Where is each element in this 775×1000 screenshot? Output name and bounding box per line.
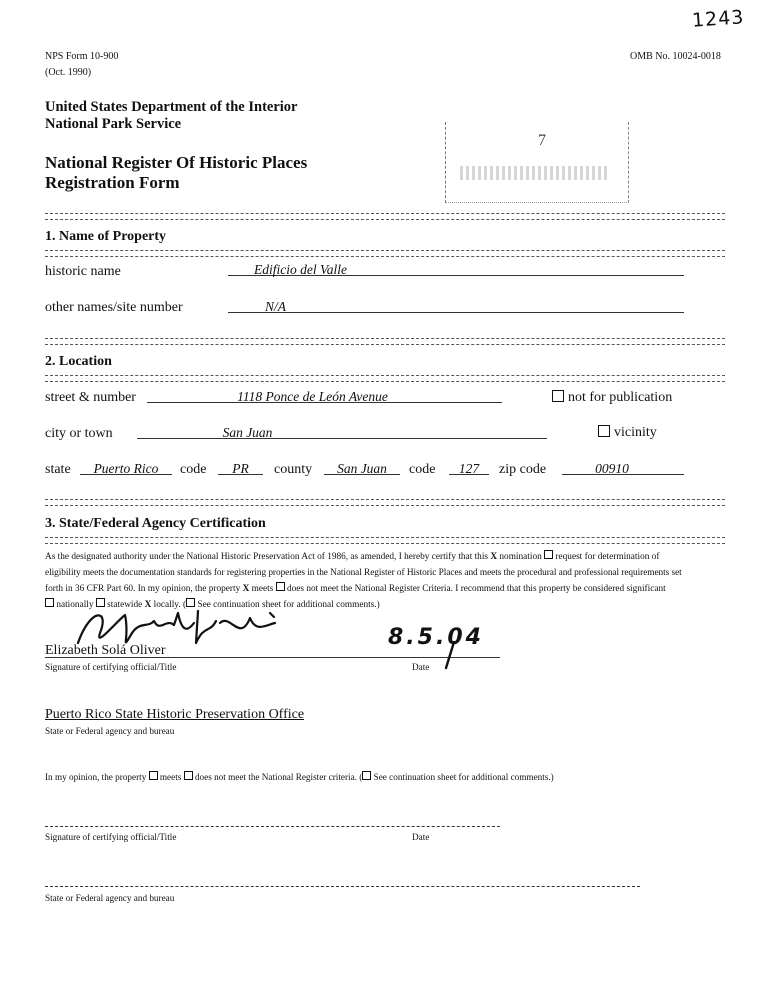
date-label-2: Date — [412, 832, 430, 842]
section-divider — [45, 375, 725, 382]
vicinity-label: vicinity — [614, 425, 657, 440]
zip-code-label: zip code — [499, 462, 547, 477]
department-name: United States Department of the Interior — [45, 99, 298, 115]
county-value: San Juan — [337, 461, 387, 476]
omb-number: OMB No. 10024-0018 — [630, 51, 721, 62]
section-divider — [45, 338, 725, 345]
zip-code-value: 00910 — [595, 461, 629, 476]
city-label: city or town — [45, 426, 113, 441]
vicinity-checkbox[interactable] — [598, 425, 610, 437]
opinion-line: In my opinion, the property meets does not meet the National Register criteria. ( See continuation sheet for additional comments.) — [45, 772, 554, 782]
county-label: county — [274, 462, 313, 477]
agency-label: State or Federal agency and bureau — [45, 726, 175, 736]
nationally-checkbox[interactable] — [45, 598, 54, 607]
other-names-label: other names/site number — [45, 300, 183, 315]
signature-line — [45, 657, 500, 658]
date-slash-mark — [440, 640, 460, 670]
section-divider — [45, 537, 725, 544]
county-code-value: 127 — [458, 461, 480, 476]
signature-line-2 — [45, 826, 500, 827]
section-3-heading: 3. State/Federal Agency Certification — [45, 516, 266, 531]
street-label: street & number — [45, 390, 136, 405]
street-value: 1118 Ponce de León Avenue — [237, 389, 388, 404]
received-stamp — [445, 122, 629, 203]
section-divider — [45, 250, 725, 257]
agency-line-2 — [45, 886, 640, 887]
section-divider — [45, 213, 725, 220]
state-code-label: code — [180, 462, 207, 477]
handwritten-page-number: 1243 — [691, 6, 746, 32]
historic-name-value: Edificio del Valle — [254, 262, 347, 277]
vicinity — [598, 425, 657, 441]
section-2-heading: 2. Location — [45, 354, 112, 369]
form-title-line2: Registration Form — [45, 173, 180, 192]
section-1-heading: 1. Name of Property — [45, 229, 167, 244]
city-value: San Juan — [222, 425, 273, 440]
opinion-does-not-meet-checkbox[interactable] — [184, 771, 193, 780]
other-names-value: N/A — [264, 299, 286, 314]
county-code-label: code — [409, 462, 436, 477]
form-date: (Oct. 1990) — [45, 67, 92, 78]
agency-label-2: State or Federal agency and bureau — [45, 893, 175, 903]
certification-paragraph: As the designated authority under the National Historic Preservation Act of 1986, as amended, I hereby certify that this X nomination request for determination of eligibility meets the documentation standards for registering properties in the National Register of Historic Places and meets the procedural and professional requirements set forth in 36 CFR Part 60. In my opinion, the property X meets does not meet the National Register Criteria. I recommend that this property be considered significant nationally statewide X locally. ( See continuation sheet for additional comments.) — [45, 552, 682, 610]
request-checkbox[interactable] — [544, 550, 553, 559]
not-for-publication-checkbox[interactable] — [552, 390, 564, 402]
opinion-continuation-checkbox[interactable] — [362, 771, 371, 780]
agency-value: Puerto Rico State Historic Preservation Office — [45, 707, 305, 722]
service-name: National Park Service — [45, 116, 182, 132]
signature-label-2: Signature of certifying official/Title — [45, 832, 177, 842]
form-title-line1: National Register Of Historic Places — [45, 153, 308, 172]
signer-name: Elizabeth Solá Oliver — [45, 643, 166, 658]
state-code-value: PR — [232, 461, 249, 476]
handwritten-date: 8.5.04 — [388, 625, 484, 650]
section-divider — [45, 499, 725, 506]
not-for-publication-label: not for publication — [568, 390, 673, 405]
city-line — [137, 438, 547, 439]
state-value: Puerto Rico — [93, 461, 159, 476]
stamp-digit: 7 — [538, 132, 546, 149]
not-for-publication — [552, 390, 672, 406]
signature-label: Signature of certifying official/Title — [45, 662, 177, 672]
does-not-meet-checkbox[interactable] — [276, 582, 285, 591]
historic-name-label: historic name — [45, 264, 121, 279]
form-number: NPS Form 10-900 — [45, 51, 119, 62]
opinion-meets-checkbox[interactable] — [149, 771, 158, 780]
date-label: Date — [412, 662, 430, 672]
state-label: state — [45, 462, 71, 477]
